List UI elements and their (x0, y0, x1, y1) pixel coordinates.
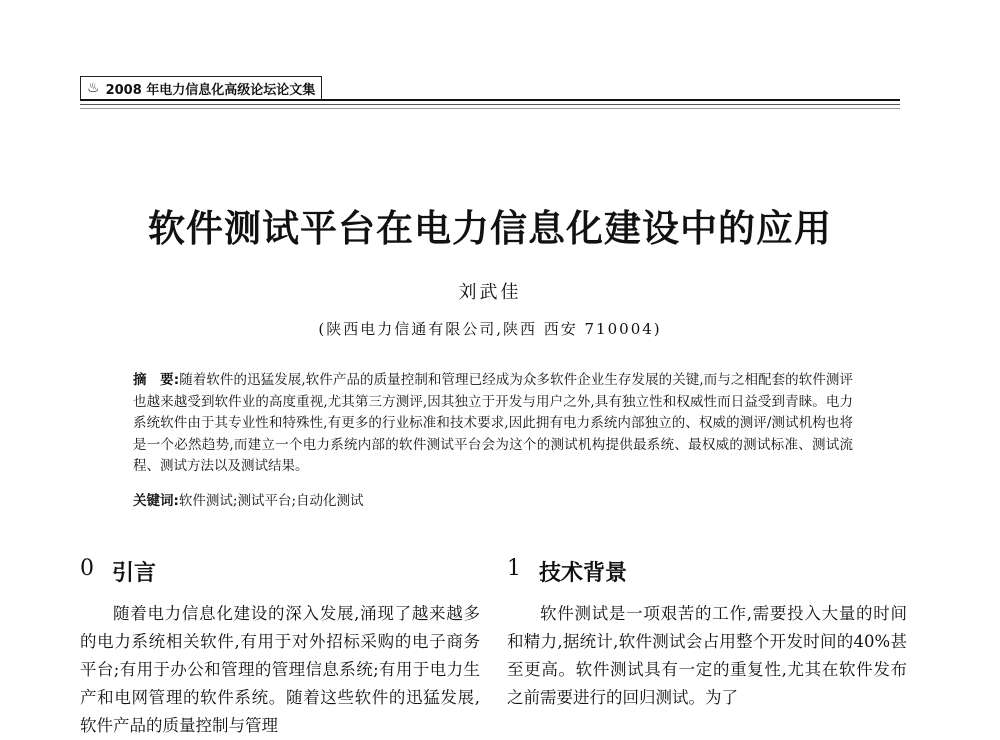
section-paragraph: 随着电力信息化建设的深入发展,涌现了越来越多的电力系统相关软件,有用于对外招标采购的电子商务平台;有用于办公和管理的管理信息系统;有用于电力生产和电网管理的软件系统。随着这些软件的迅猛发展,软件产品的质量控制与管理 (80, 604, 480, 735)
abstract-label: 摘 要: (133, 372, 180, 388)
keywords-text: 软件测试;测试平台;自动化测试 (178, 493, 364, 509)
abstract-text: 随着软件的迅猛发展,软件产品的质量控制和管理已经成为众多软件企业生存发展的关键,而与之相配套的软件测评也越来越受到软件业的高度重视,尤其第三方测评,因其独立于开发与用户之外,具有独立性和权威性而日益受到青睐。电力系统软件由于其专业性和特殊性,有更多的行业标准和技术要求,因此拥有电力系统内部独立的、权威的测评/测试机构也将是一个必然趋势,而建立一个电力系统内部的软件测试平台会为这个的测试机构提供最系统、最权威的测试标准、测试流程、测试方法以及测试结果。 (133, 372, 853, 474)
paper-title: 软件测试平台在电力信息化建设中的应用 (148, 207, 832, 250)
running-title: 2008 年电力信息化高级论坛论文集 (105, 82, 316, 98)
header-rule-thin (80, 104, 900, 105)
keywords (133, 489, 853, 509)
section-number: 0 (80, 556, 94, 581)
abstract (133, 370, 853, 478)
author-name: 刘武佳 (458, 282, 522, 303)
section-number: 1 (507, 556, 521, 581)
conference-logo-icon: ♨ (87, 80, 100, 96)
right-column (507, 600, 907, 712)
section-paragraph: 软件测试是一项艰苦的工作,需要投入大量的时间和精力,据统计,软件测试会占用整个开发时间的40%甚至更高。软件测试具有一定的重复性,尤其在软件发布之前需要进行的回归测试。为了 (507, 604, 907, 707)
section-heading-background (507, 556, 627, 587)
section-title: 技术背景 (539, 561, 628, 586)
header-rule-thin-2 (80, 108, 900, 109)
left-column (80, 600, 480, 740)
header-rule (80, 99, 900, 101)
section-heading-introduction (80, 556, 156, 587)
running-header (80, 76, 322, 99)
author-affiliation: (陕西电力信通有限公司,陕西 西安 710004) (318, 320, 662, 338)
keywords-label: 关键词: (133, 493, 179, 509)
section-title: 引言 (112, 561, 157, 586)
